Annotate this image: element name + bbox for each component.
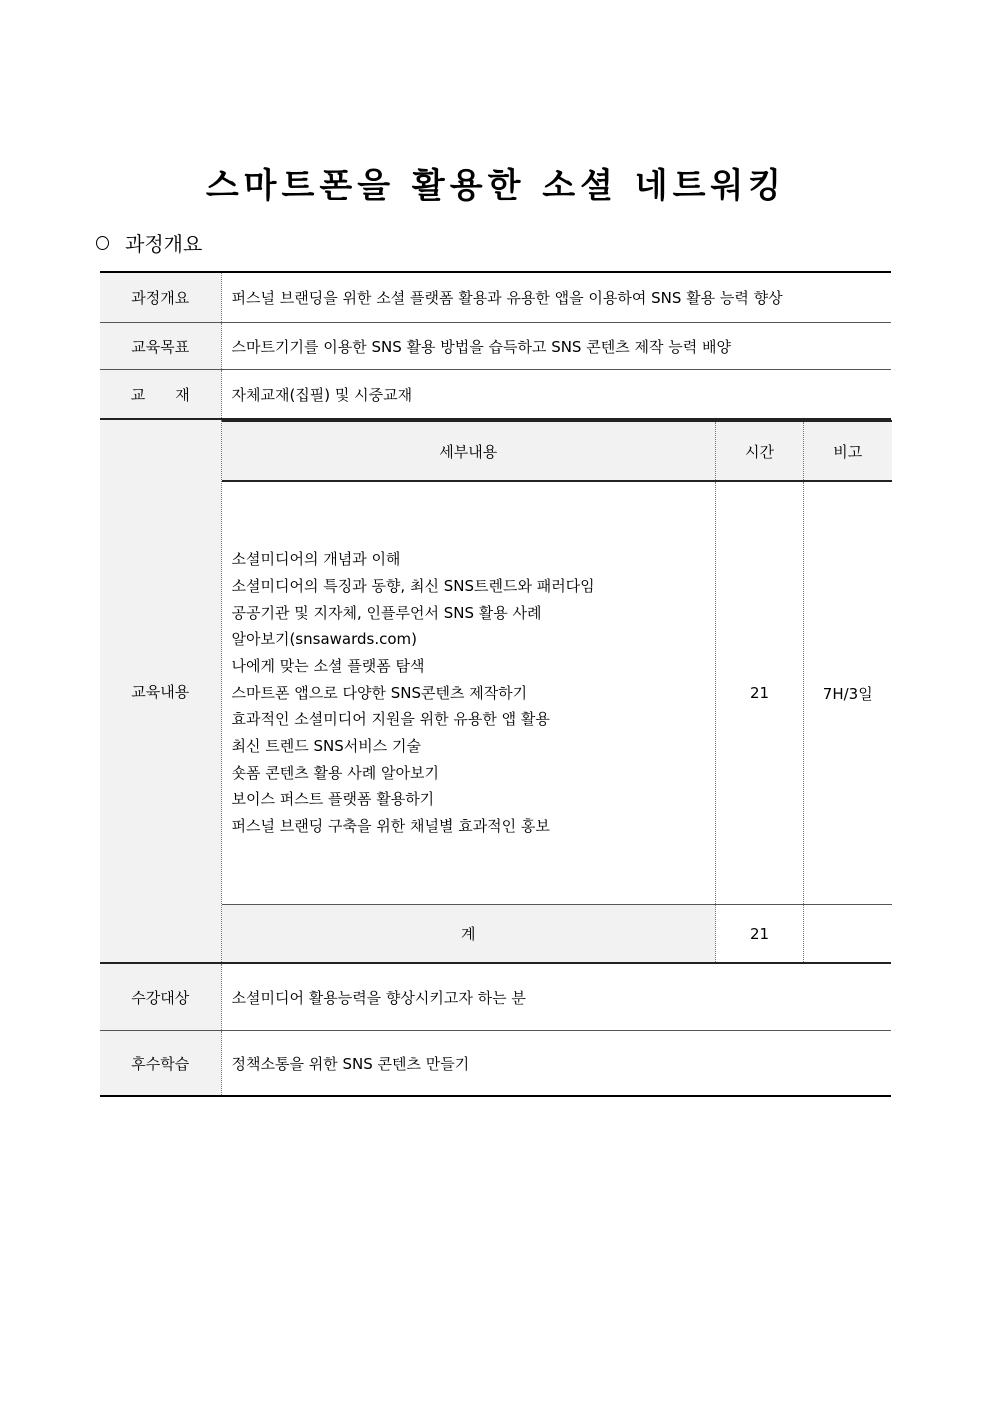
list-item: 공공기관 및 지자체, 인플루언서 SNS 활용 사례 xyxy=(231,603,542,622)
list-item: 퍼스널 브랜딩 구축을 위한 채널별 효과적인 홍보 xyxy=(231,817,550,836)
detail-header: 세부내용 xyxy=(222,421,716,481)
textbook-row xyxy=(100,370,891,420)
list-item: 스마트폰 앱으로 다양한 SNS콘텐츠 제작하기 xyxy=(231,683,528,702)
total-note xyxy=(804,905,892,963)
textbook-value: 자체교재(집필) 및 시중교재 xyxy=(221,370,891,420)
target-value: 소셜미디어 활용능력을 향상시키고자 하는 분 xyxy=(221,963,891,1031)
overview-row xyxy=(100,272,891,323)
time-header: 시간 xyxy=(716,421,804,481)
note-header: 비고 xyxy=(804,421,892,481)
target-row xyxy=(100,963,891,1031)
section-heading xyxy=(96,228,202,257)
list-item: 숏폼 콘텐츠 활용 사례 알아보기 xyxy=(231,763,439,782)
content-row xyxy=(100,419,891,963)
textbook-label: 교 재 xyxy=(100,370,221,420)
content-cell xyxy=(221,419,891,963)
content-label: 교육내용 xyxy=(100,419,221,963)
total-row xyxy=(222,905,892,963)
content-header-row xyxy=(222,421,892,481)
content-note: 7H/3일 xyxy=(804,481,892,905)
content-inner-table xyxy=(222,420,892,962)
overview-value: 퍼스널 브랜딩을 위한 소셜 플랫폼 활용과 유용한 앱을 이용하여 SNS 활용 능력 향상 xyxy=(221,272,891,323)
overview-label: 과정개요 xyxy=(100,272,221,323)
goal-row xyxy=(100,323,891,370)
followup-label: 후수학습 xyxy=(100,1031,221,1097)
list-item: 소셜미디어의 특징과 동향, 최신 SNS트렌드와 패러다임 xyxy=(231,576,595,595)
total-time: 21 xyxy=(716,905,804,963)
content-time: 21 xyxy=(716,481,804,905)
list-item: 나에게 맞는 소셜 플랫폼 탐색 xyxy=(231,656,425,675)
list-item: 최신 트렌드 SNS서비스 기술 xyxy=(231,737,421,756)
followup-row xyxy=(100,1031,891,1097)
course-table xyxy=(100,271,891,1097)
target-label: 수강대상 xyxy=(100,963,221,1031)
list-item: 소셜미디어의 개념과 이해 xyxy=(231,550,401,569)
goal-label: 교육목표 xyxy=(100,323,221,370)
goal-value: 스마트기기를 이용한 SNS 활용 방법을 습득하고 SNS 콘텐츠 제작 능력 배양 xyxy=(221,323,891,370)
total-label: 계 xyxy=(222,905,716,963)
content-list xyxy=(222,481,716,905)
list-item: 알아보기(snsawards.com) xyxy=(231,630,417,649)
followup-value: 정책소통을 위한 SNS 콘텐츠 만들기 xyxy=(221,1031,891,1097)
circle-bullet-icon xyxy=(96,236,109,250)
page-title: 스마트폰을 활용한 소셜 네트워킹 xyxy=(205,166,787,206)
content-body-row xyxy=(222,481,892,905)
list-item: 보이스 퍼스트 플랫폼 활용하기 xyxy=(231,790,435,809)
list-item: 효과적인 소셜미디어 지원을 위한 유용한 앱 활용 xyxy=(231,710,550,729)
section-heading-label: 과정개요 xyxy=(125,232,203,256)
